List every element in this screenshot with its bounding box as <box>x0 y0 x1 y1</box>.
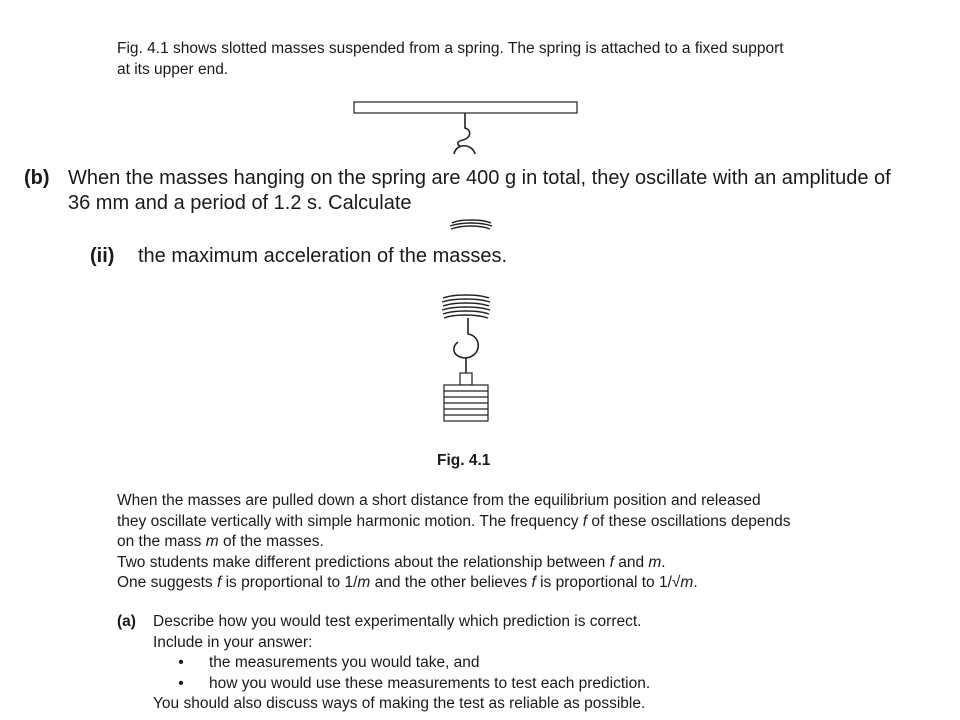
spring-coils-upper <box>450 220 492 229</box>
question-b-label: (b) <box>24 167 50 189</box>
body-line-5: One suggests f is proportional to 1/m and the other believes f is proportional to 1/√m. <box>117 574 698 591</box>
body-line-4: Two students make different predictions about the relationship between f and m. <box>117 553 666 571</box>
figure-caption: Fig. 4.1 <box>437 452 491 469</box>
question-a-line-3: You should also discuss ways of making the test as reliable as possible. <box>153 695 646 712</box>
question-a-line-1: Describe how you would test experimentally which prediction is correct. <box>153 613 642 630</box>
question-ii-label: (ii) <box>90 245 115 267</box>
bullet-item <box>153 674 853 695</box>
body-line-3: on the mass m of the masses. <box>117 533 324 550</box>
bullet-symbol: • <box>178 674 184 692</box>
body-line-1: When the masses are pulled down a short distance from the equilibrium position and released <box>117 492 761 509</box>
question-a-text <box>153 612 853 715</box>
bullet-symbol: • <box>178 654 184 671</box>
question-b-text <box>68 166 948 216</box>
question-b-line-2: 36 mm and a period of 1.2 s. Calculate <box>68 192 412 214</box>
bullet-text: how you would use these measurements to test each prediction. <box>209 674 651 692</box>
question-b-line-1: When the masses hanging on the spring are 400 g in total, they oscillate with an amplitude of <box>68 167 891 189</box>
mass-hanger-top <box>460 373 472 385</box>
question-ii-text: the maximum acceleration of the masses. <box>138 245 508 267</box>
intro-paragraph <box>117 39 877 80</box>
question-a-line-2: Include in your answer: <box>153 633 313 651</box>
top-hook <box>458 113 470 146</box>
body-line-2: they oscillate vertically with simple harmonic motion. The frequency f of these oscillations depends <box>117 512 791 530</box>
bullet-item <box>153 653 853 674</box>
symbol-f: f <box>582 512 588 530</box>
question-a-label: (a) <box>117 613 136 630</box>
body-paragraph <box>117 491 877 594</box>
intro-line-1: Fig. 4.1 shows slotted masses suspended from a spring. The spring is attached to a fixed support <box>117 40 784 57</box>
intro-line-2: at its upper end. <box>117 60 229 78</box>
lower-hook <box>454 318 478 358</box>
spring-coils-lower <box>442 295 490 318</box>
bullet-text: the measurements you would take, and <box>209 654 480 671</box>
slotted-masses <box>444 385 488 421</box>
symbol-m: m <box>205 533 219 550</box>
fixed-support <box>354 102 577 113</box>
